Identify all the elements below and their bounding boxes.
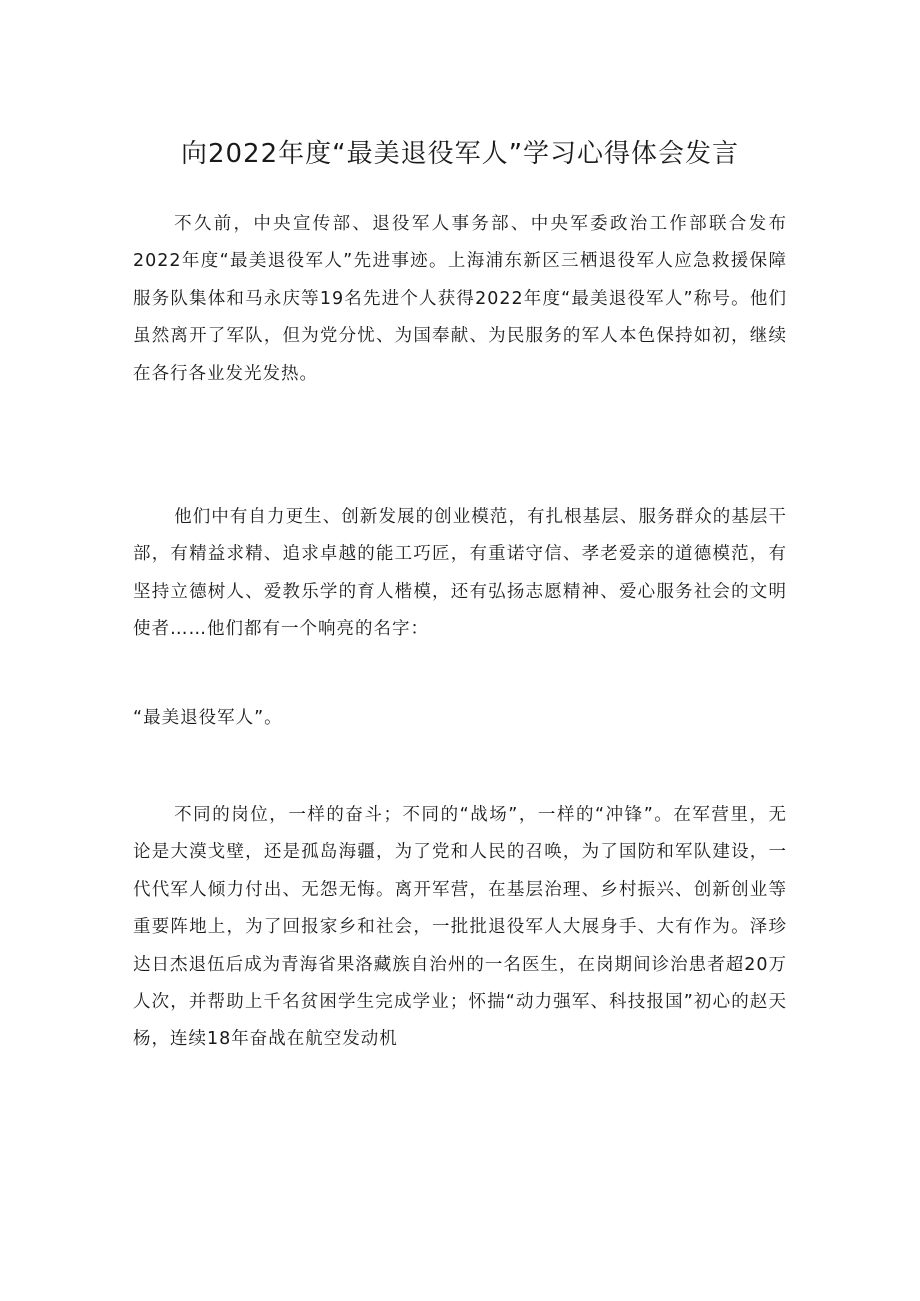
document-title: 向2022年度“最美退役军人”学习心得体会发言 [180,139,740,169]
paragraph-3: “最美退役军人”。 [133,708,283,728]
paragraph-2: 他们中有自力更生、创新发展的创业模范，有扎根基层、服务群众的基层干部，有精益求精、追求卓越的能工巧匠，有重诺守信、孝老爱亲的道德模范，有坚持立德树人、爱教乐学的育人楷模，还有弘扬志愿精神、爱心服务社会的文明使者……他们都有一个响亮的名字： [133,507,787,640]
paragraph-4: 不同的岗位，一样的奋斗；不同的“战场”，一样的“冲锋”。在军营里，无论是大漠戈壁，还是孤岛海疆，为了党和人民的召唤，为了国防和军队建设，一代代军人倾力付出、无怨无悔。离开军营，在基层治理、乡村振兴、创新创业等重要阵地上，为了回报家乡和社会，一批批退役军人大展身手、大有作为。泽珍达日杰退伍后成为青海省果洛藏族自治州的一名医生，在岗期间诊治患者超20万人次，并帮助上千名贫困学生完成学业；怀揣“动力强军、科技报国”初心的赵天杨，连续18年奋战在航空发动机 [133,805,787,1050]
paragraph-1: 不久前，中央宣传部、退役军人事务部、中央军委政治工作部联合发布2022年度“最美退役军人”先进事迹。上海浦东新区三栖退役军人应急救援保障服务队集体和马永庆等19名先进个人获得2022年度“最美退役军人”称号。他们虽然离开了军队，但为党分忧、为国奉献、为民服务的军人本色保持如初，继续在各行各业发光发热。 [133,214,787,384]
